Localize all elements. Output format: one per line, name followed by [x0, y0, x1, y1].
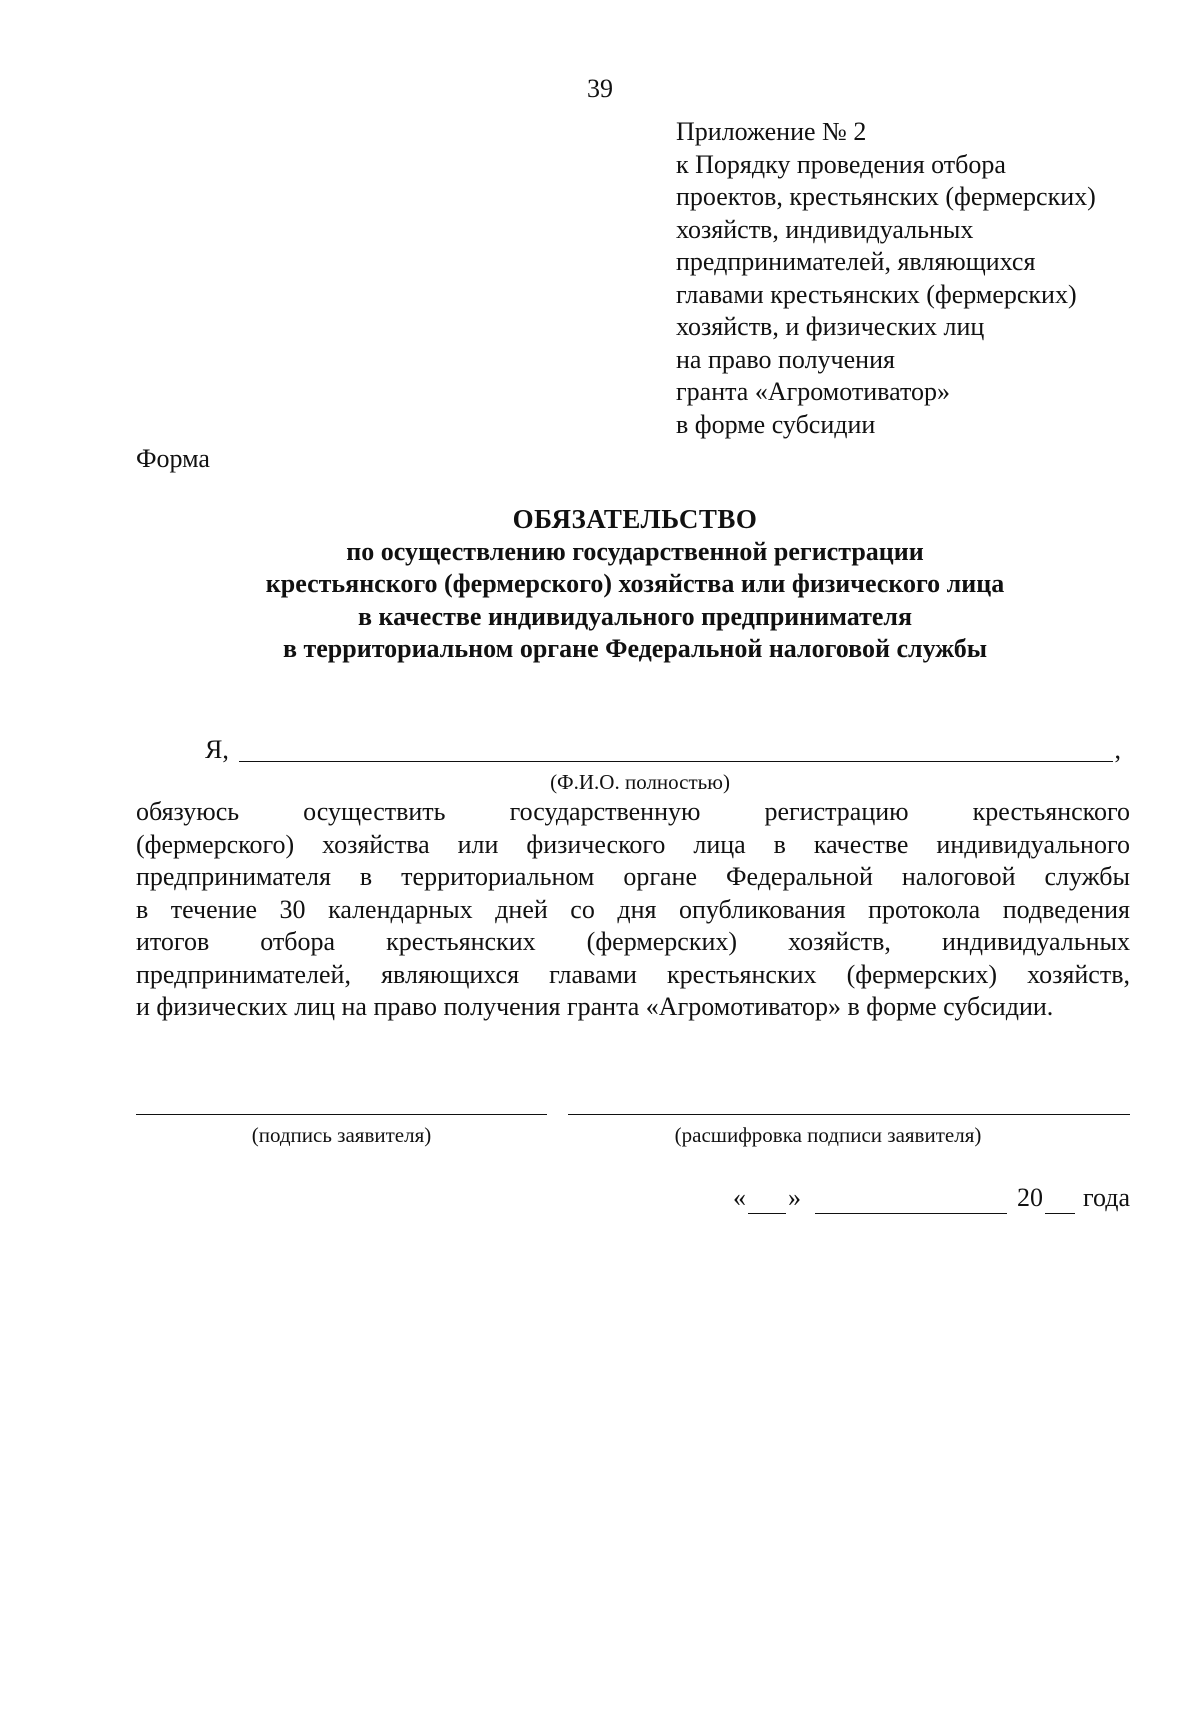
- appendix-line: в форме субсидии: [676, 409, 876, 439]
- appendix-header: [676, 116, 1176, 441]
- date-year-prefix: 20: [1016, 1183, 1043, 1212]
- title-line: крестьянского (фермерского) хозяйства или физического лица: [265, 569, 1005, 598]
- title-line: в территориальном органе Федеральной налоговой службы: [282, 634, 988, 663]
- signature-decoding-caption: (расшифровка подписи заявителя): [674, 1123, 982, 1147]
- appendix-line: хозяйств, индивидуальных: [676, 214, 974, 244]
- fio-suffix: ,: [1114, 735, 1121, 764]
- date-close-quote: »: [787, 1183, 801, 1212]
- date-day-blank[interactable]: [748, 1189, 786, 1214]
- body-line: обязуюсь осуществить государственную регистрацию крестьянского: [136, 797, 1130, 826]
- date-open-quote: «: [732, 1183, 746, 1212]
- body-line: в течение 30 календарных дней со дня опубликования протокола подведения: [136, 894, 1130, 924]
- obligation-text: [136, 796, 1130, 1024]
- body-line: (фермерского) хозяйства или физического лица в качестве индивидуального: [136, 829, 1130, 859]
- appendix-line: на право получения: [676, 344, 895, 374]
- date-year-suffix: года: [1082, 1183, 1130, 1212]
- date-field: [733, 1182, 1130, 1214]
- fio-field[interactable]: [205, 734, 1125, 766]
- page-number: 39: [587, 74, 613, 103]
- title-line: в качестве индивидуального предпринимателя: [357, 601, 913, 631]
- appendix-line: главами крестьянских (фермерских): [676, 279, 1077, 309]
- signature-line[interactable]: [136, 1114, 547, 1115]
- appendix-line: проектов, крестьянских (фермерских): [676, 182, 1096, 211]
- fio-prefix: Я,: [205, 735, 229, 764]
- body-line: предпринимателя в территориальном органе Федеральной налоговой службы: [136, 862, 1130, 891]
- appendix-line: к Порядку проведения отбора: [676, 149, 1006, 179]
- date-year-blank[interactable]: [1045, 1189, 1075, 1214]
- date-month-blank[interactable]: [815, 1189, 1007, 1214]
- appendix-line: Приложение № 2: [676, 117, 867, 146]
- body-line: и физических лиц на право получения гранта «Агромотиватор» в форме субсидии.: [136, 992, 1054, 1021]
- signature-caption: (подпись заявителя): [251, 1123, 432, 1147]
- appendix-line: гранта «Агромотиватор»: [676, 377, 950, 406]
- signature-decoding-line[interactable]: [568, 1114, 1130, 1115]
- appendix-line: хозяйств, и физических лиц: [676, 312, 985, 341]
- fio-blank-line[interactable]: [239, 761, 1113, 762]
- body-line: предпринимателей, являющихся главами крестьянских (фермерских) хозяйств,: [136, 959, 1130, 989]
- document-title: [136, 503, 1134, 666]
- title-main: ОБЯЗАТЕЛЬСТВО: [512, 504, 758, 534]
- body-line: итогов отбора крестьянских (фермерских) хозяйств, индивидуальных: [136, 927, 1130, 956]
- appendix-line: предпринимателей, являющихся: [676, 247, 1036, 276]
- form-label: Форма: [136, 444, 210, 473]
- fio-caption: (Ф.И.О. полностью): [550, 770, 730, 794]
- title-line: по осуществлению государственной регистрации: [346, 536, 924, 566]
